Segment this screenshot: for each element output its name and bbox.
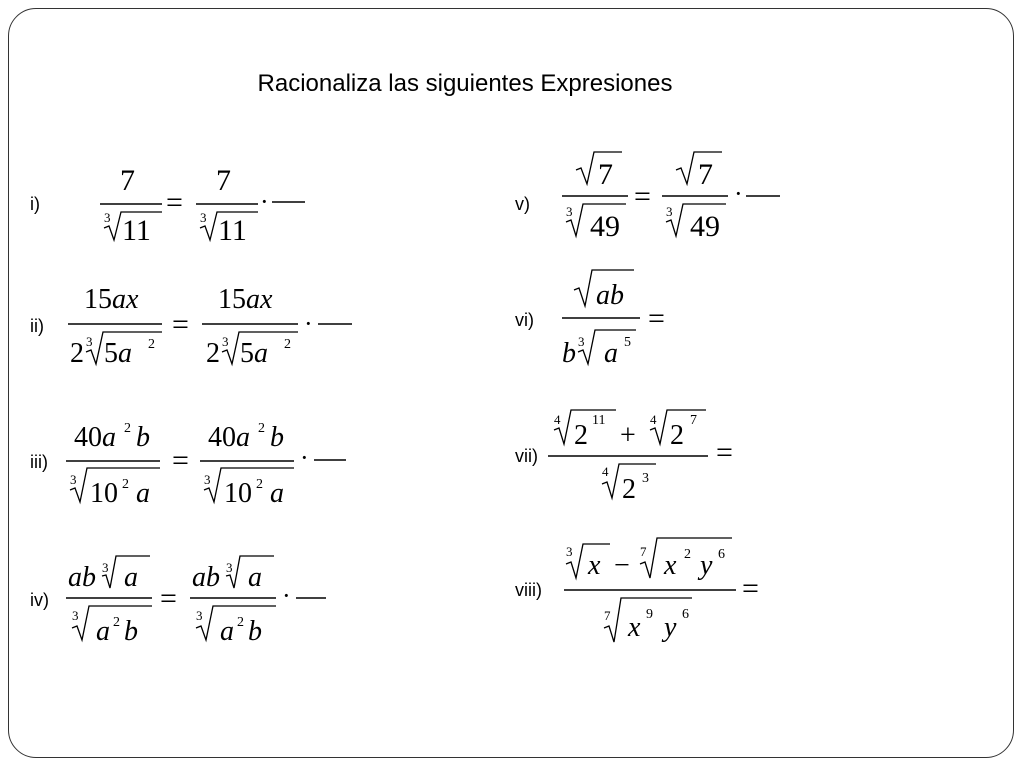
svg-text:49: 49	[590, 210, 620, 243]
svg-text:a: a	[270, 478, 284, 509]
svg-text:3: 3	[222, 334, 229, 349]
svg-text:b: b	[562, 338, 576, 369]
svg-text:5a: 5a	[240, 338, 268, 369]
svg-text:7: 7	[698, 158, 713, 191]
svg-text:=: =	[172, 308, 189, 341]
svg-text:x: x	[628, 612, 641, 643]
svg-text:b: b	[270, 422, 284, 453]
label-iii: iii)	[30, 452, 48, 472]
svg-text:3: 3	[104, 210, 111, 225]
svg-text:49: 49	[690, 210, 720, 243]
svg-text:b: b	[124, 616, 138, 647]
svg-text:6: 6	[718, 547, 725, 562]
svg-text:2: 2	[124, 421, 131, 436]
svg-text:5: 5	[624, 335, 631, 350]
svg-text:3: 3	[72, 608, 79, 623]
svg-text:=: =	[742, 572, 759, 605]
svg-text:3: 3	[70, 472, 77, 487]
svg-text:2: 2	[122, 477, 129, 492]
svg-text:2: 2	[284, 337, 291, 352]
svg-text:2: 2	[258, 421, 265, 436]
svg-text:x: x	[588, 550, 601, 581]
svg-text:2: 2	[684, 547, 691, 562]
svg-text:3: 3	[566, 544, 573, 559]
svg-text:3: 3	[578, 334, 585, 349]
svg-text:=: =	[172, 444, 189, 477]
svg-text:a: a	[604, 338, 618, 369]
svg-text:a: a	[248, 562, 262, 593]
label-i: i)	[30, 194, 40, 214]
svg-text:6: 6	[682, 607, 689, 622]
svg-text:a: a	[136, 478, 150, 509]
svg-text:4: 4	[554, 412, 561, 427]
svg-text:7: 7	[598, 158, 613, 191]
svg-text:3: 3	[200, 210, 207, 225]
svg-text:9: 9	[646, 607, 653, 622]
svg-text:2: 2	[622, 474, 636, 505]
svg-text:=: =	[634, 180, 651, 213]
svg-text:y: y	[700, 550, 713, 581]
svg-text:40a: 40a	[208, 422, 250, 453]
svg-text:=: =	[648, 302, 665, 335]
svg-text:3: 3	[666, 204, 673, 219]
svg-text:10: 10	[224, 478, 252, 509]
svg-text:y: y	[664, 612, 677, 643]
svg-text:3: 3	[226, 560, 233, 575]
svg-text:2: 2	[670, 420, 684, 451]
svg-text:·: ·	[304, 309, 313, 338]
svg-text:4: 4	[650, 412, 657, 427]
label-vii: vii)	[515, 446, 538, 466]
svg-text:11: 11	[122, 214, 151, 247]
svg-text:2: 2	[237, 615, 244, 630]
slide-title: Racionaliza las siguientes Expresiones	[257, 70, 673, 97]
svg-text:=: =	[166, 186, 183, 219]
label-ii: ii)	[30, 316, 44, 336]
svg-text:ab: ab	[68, 562, 96, 593]
svg-text:40a: 40a	[74, 422, 116, 453]
svg-text:2: 2	[206, 338, 220, 369]
label-v: v)	[515, 194, 530, 214]
svg-text:2: 2	[113, 615, 120, 630]
svg-text:5a: 5a	[104, 338, 132, 369]
svg-text:2: 2	[574, 420, 588, 451]
svg-text:4: 4	[602, 464, 609, 479]
svg-text:x: x	[664, 550, 677, 581]
svg-text:15ax: 15ax	[218, 284, 273, 315]
svg-text:11: 11	[592, 413, 606, 428]
svg-text:a: a	[96, 616, 110, 647]
svg-text:10: 10	[90, 478, 118, 509]
svg-text:3: 3	[102, 560, 109, 575]
svg-text:3: 3	[196, 608, 203, 623]
svg-text:ab: ab	[192, 562, 220, 593]
svg-text:−: −	[614, 550, 630, 581]
svg-text:7: 7	[640, 544, 647, 559]
svg-text:b: b	[136, 422, 150, 453]
svg-text:7: 7	[690, 413, 697, 428]
svg-text:11: 11	[218, 214, 247, 247]
slide-frame	[8, 8, 1014, 758]
svg-text:3: 3	[566, 204, 573, 219]
svg-text:7: 7	[216, 164, 231, 197]
label-iv: iv)	[30, 590, 49, 610]
svg-text:2: 2	[256, 477, 263, 492]
svg-text:=: =	[716, 436, 733, 469]
svg-text:a: a	[124, 562, 138, 593]
svg-text:2: 2	[148, 337, 155, 352]
svg-text:b: b	[248, 616, 262, 647]
label-viii: viii)	[515, 580, 542, 600]
svg-text:a: a	[220, 616, 234, 647]
svg-text:3: 3	[204, 472, 211, 487]
svg-text:2: 2	[70, 338, 84, 369]
svg-text:·: ·	[282, 581, 291, 610]
svg-text:7: 7	[120, 164, 135, 197]
svg-text:·: ·	[260, 187, 269, 216]
svg-text:3: 3	[642, 471, 649, 486]
svg-text:=: =	[160, 582, 177, 615]
svg-text:+: +	[620, 420, 636, 451]
svg-text:·: ·	[734, 179, 743, 208]
svg-text:15ax: 15ax	[84, 284, 139, 315]
svg-text:7: 7	[604, 608, 611, 623]
label-vi: vi)	[515, 310, 534, 330]
svg-text:·: ·	[300, 443, 309, 472]
svg-text:ab: ab	[596, 280, 624, 311]
svg-text:3: 3	[86, 334, 93, 349]
